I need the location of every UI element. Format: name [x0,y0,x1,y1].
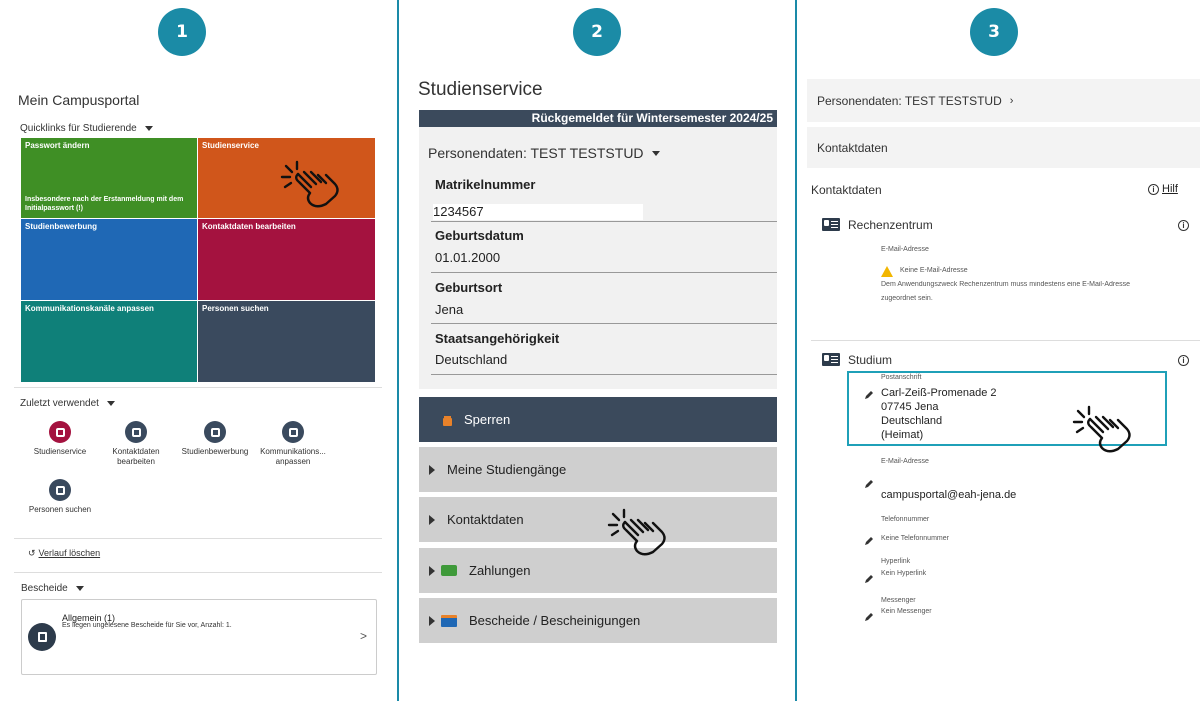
status-bar: Rückgemeldet für Wintersemester 2024/25 [419,110,777,127]
contact-card-icon [822,218,840,231]
field-label: E-Mail-Adresse [881,246,929,253]
divider [14,538,382,539]
recent-label: Kommunikations... anpassen [260,447,326,466]
address-line: Deutschland [881,415,943,427]
contact-card-icon [822,353,840,366]
divider [431,323,777,324]
section-label: Zahlungen [469,563,531,578]
section-zahlungen[interactable] [419,548,777,593]
recent-label: Studienbewerbung [181,447,249,456]
tile-passwort[interactable] [21,138,197,218]
app-icon [204,421,226,443]
history-icon: ↺ [28,548,36,558]
tile-studienbewerbung[interactable] [21,219,197,300]
tile-kommunikation[interactable] [21,301,197,382]
warning-text-2: zugeordnet sein. [881,295,933,302]
step-badge-3: 3 [970,8,1018,56]
chevron-down-icon [107,401,115,406]
address-line: (Heimat) [881,429,924,441]
recent-label: Kontaktdaten bearbeiten [112,447,160,466]
kontakt-header[interactable] [807,127,1200,168]
edit-icon[interactable] [864,390,874,400]
field-label: E-Mail-Adresse [881,458,929,465]
field-value-staatsangehoerigkeit: Deutschland [435,352,508,367]
chevron-right-icon [429,465,435,475]
group-title-studium: Studium [848,353,893,367]
hyperlink-value: Kein Hyperlink [881,570,927,577]
field-label: Telefonnummer [881,516,930,523]
recent-label: Personen suchen [28,505,92,514]
quicklinks-header[interactable] [20,123,153,134]
panel-divider-left [397,0,399,701]
kontakt-header-label: Kontaktdaten [817,140,888,155]
address-line: Carl-Zeiß-Promenade 2 [881,387,997,399]
tile-label: Kommunikationskanäle anpassen [25,304,154,313]
chevron-right-icon: > [359,629,367,643]
edit-icon[interactable] [864,612,874,622]
divider [811,340,1200,341]
field-label: Postanschrift [881,374,922,381]
pointer-hand-icon [1072,405,1134,455]
warning-icon [881,266,893,277]
help-link[interactable]: i Hilf [1148,183,1178,195]
app-icon [282,421,304,443]
info-icon: i [1148,184,1159,195]
field-label: Matrikelnummer [435,177,536,192]
field-value-geburtsort: Jena [435,302,464,317]
chevron-down-icon [652,151,660,156]
panel-divider-right [795,0,797,701]
tile-personen[interactable] [198,301,375,382]
person-header-label: Personendaten: TEST TESTSTUD [817,93,1002,108]
chevron-right-icon [429,515,435,525]
page-title: Studienservice [418,79,543,100]
bescheid-card[interactable] [21,599,377,675]
chevron-right-icon: › [1009,94,1014,107]
chevron-right-icon [429,616,435,626]
bescheid-title: Allgemein (1) [62,613,116,623]
edit-icon[interactable] [864,479,874,489]
person-header[interactable] [428,145,660,161]
recent-label: Zuletzt verwendet [20,398,99,409]
section-label: Sperren [464,412,511,427]
mail-icon [441,615,457,627]
tile-label: Personen suchen [202,304,269,313]
recent-header[interactable] [20,398,115,409]
divider [14,572,382,573]
app-icon [49,479,71,501]
recent-item-studienservice[interactable] [22,421,98,457]
chevron-down-icon [145,126,153,131]
email-value: campusportal@eah-jena.de [881,489,1017,501]
tile-label: Passwort ändern [25,141,90,150]
field-label: Geburtsort [435,280,503,295]
recent-item-studienbewerbung[interactable] [177,421,253,457]
step-badge-2: 2 [573,8,621,56]
field-label: Geburtsdatum [435,228,524,243]
section-kontaktdaten[interactable] [419,497,777,542]
divider [431,374,777,375]
app-icon [49,421,71,443]
chevron-right-icon [429,566,435,576]
section-sperren[interactable] [419,397,777,442]
section-label: Kontaktdaten [447,512,524,527]
tile-label: Studienbewerbung [25,222,97,231]
recent-label: Studienservice [33,447,87,456]
field-label: Hyperlink [881,558,911,565]
step-badge-1: 1 [158,8,206,56]
edit-icon[interactable] [864,536,874,546]
page-title: Mein Campusportal [18,92,140,108]
phone-value: Keine Telefonnummer [881,535,949,542]
divider [14,387,382,388]
section-label: Bescheide / Bescheinigungen [469,613,641,628]
field-label: Messenger [881,597,916,604]
bescheide-header[interactable] [21,583,84,594]
group-title-rechenzentrum: Rechenzentrum [848,218,933,232]
lock-icon [443,418,452,426]
document-icon [28,623,56,651]
address-line: 07745 Jena [881,401,939,413]
person-header-label: Personendaten: TEST TESTSTUD [428,145,644,161]
warning-text: Dem Anwendungszweck Rechenzentrum muss mindestens eine E-Mail-Adresse [881,281,1130,288]
messenger-value: Kein Messenger [881,608,932,615]
recent-item-personen[interactable] [22,479,98,515]
divider [431,221,777,222]
person-header[interactable] [807,79,1200,122]
pointer-hand-icon [607,508,669,558]
section-studiengaenge[interactable] [419,447,777,492]
tile-kontaktdaten[interactable] [198,219,375,300]
info-icon[interactable]: i [1178,355,1189,366]
section-bescheide[interactable] [419,598,777,643]
bescheide-label: Bescheide [21,583,68,594]
pointer-hand-icon [280,160,342,210]
money-icon [441,565,457,576]
divider [431,272,777,273]
recent-item-kontaktdaten[interactable] [98,421,174,467]
app-icon [125,421,147,443]
section-title: Kontaktdaten [811,183,882,197]
field-label: Staatsangehörigkeit [435,331,560,346]
tile-subtext: Insbesondere nach der Erstanmeldung mit dem Initialpasswort (!) [25,196,184,212]
info-icon[interactable]: i [1178,220,1189,231]
bescheid-text: Es liegen ungelesene Bescheide für Sie vor, Anzahl: 1. [62,622,232,629]
section-label: Meine Studiengänge [447,462,567,477]
recent-item-kommunikation[interactable] [255,421,331,467]
tile-label: Studienservice [202,141,259,150]
tile-label: Kontaktdaten bearbeiten [202,222,296,231]
quicklinks-label: Quicklinks für Studierende [20,123,137,134]
field-value-matrikel: 1234567 [433,204,643,220]
warning-title: Keine E-Mail-Adresse [900,267,968,274]
history-clear-link[interactable]: ↺ Verlauf löschen [28,548,101,558]
edit-icon[interactable] [864,574,874,584]
chevron-down-icon [76,586,84,591]
field-value-geburtsdatum: 01.01.2000 [435,250,501,265]
